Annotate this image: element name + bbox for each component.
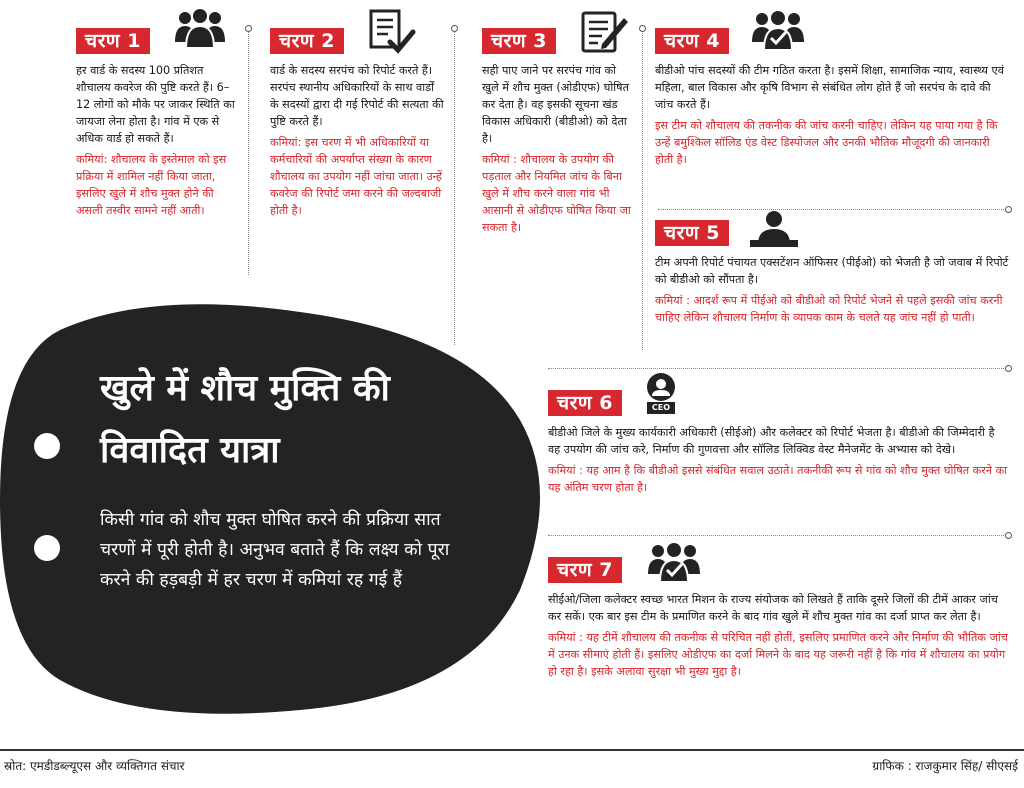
ceo-badge-icon: [642, 372, 680, 416]
graphic-credit: ग्राफिक : राजकुमार सिंह/ सीएसई: [872, 759, 1018, 773]
intro-text: किसी गांव को शौच मुक्त घोषित करने की प्रक्रिया सात चरणों में पूरी होती है। अनुभव बताते हैं कि लक्ष्य को पूरा करने की हड़बड़ी में हर चरण में कमियां रह गई हैं: [100, 510, 450, 590]
checklist-icon: [368, 8, 416, 60]
tag-hole: [34, 433, 60, 459]
footer-rule: [0, 749, 1024, 751]
step-description: टीम अपनी रिपोर्ट पंचायत एक्सटेंशन ऑफिसर (पीईओ) को भेजती है जो जवाब में रिपोर्ट को बीडीओ को सौंपता है।: [655, 256, 1009, 286]
step-flaw: कमियां: शौचालय के इस्तेमाल को इस प्रक्रिया में शामिल नहीं किया जाता, इसलिए खुले में शौच मुक्त होने की असली तस्वीर सामने नहीं आती।: [76, 153, 227, 217]
separator-dot: [1005, 365, 1012, 372]
step-description: वार्ड के सदस्य सरपंच को रिपोर्ट करते हैं। सरपंच स्थानीय अधिकारियों के साथ वार्डों के सदस्यों द्वारा दी गई रिपोर्ट की सत्यता की पुष्टि करते हैं।: [270, 64, 444, 128]
step-7: [548, 557, 1010, 680]
page-title: खुले में शौच मुक्ति की विवादित यात्रा: [100, 368, 390, 471]
separator-line: [454, 30, 455, 345]
separator-dot: [1005, 532, 1012, 539]
officer-desk-icon: [748, 210, 800, 254]
step-6: [548, 390, 1010, 496]
separator-line: [658, 209, 1006, 210]
step-label: चरण 3: [482, 28, 556, 54]
separator-dot: [1005, 206, 1012, 213]
step-4: [655, 28, 1010, 168]
separator-dot: [245, 25, 252, 32]
step-1: [76, 28, 240, 219]
step-description: बीडीओ पांच सदस्यों की टीम गठित करता है। इसमें शिक्षा, सामाजिक न्याय, स्वास्थ्य एवं महिला, बाल विकास और कृषि विभाग से संबंधित लोग होते हैं जो सरपंच के दावे की जांच करते हैं।: [655, 64, 1004, 111]
step-label: चरण 7: [548, 557, 622, 583]
group-icon: [172, 6, 228, 54]
separator-line: [248, 30, 249, 275]
step-flaw: कमियां : यह आम है कि बीडीओ इससे संबंधित सवाल उठाते। तकनीकी रूप से गांव को शौच मुक्त घोषित करने का यह अंतिम चरण होता है।: [548, 464, 1008, 494]
step-label: चरण 4: [655, 28, 729, 54]
step-description: सीईओ/जिला कलेक्टर स्वच्छ भारत मिशन के राज्य संयोजक को लिखते हैं ताकि दूसरे जिलों की टीमें आकर जांच कर सकें। एक बार इस टीम के प्रमाणित करने के बाद गांव खुले में शौच मुक्त गांव का दर्जा प्राप्त कर लेता है।: [548, 593, 998, 623]
step-2: [270, 28, 446, 219]
separator-line: [642, 30, 643, 350]
step-label: चरण 5: [655, 220, 729, 246]
step-description: सही पाए जाने पर सरपंच गांव को खुले में शौच मुक्त (ओडीएफ) घोषित कर देता है। वह इसकी सूचना खंड विकास अधिकारी (बीडीओ) को देता है।: [482, 64, 629, 145]
team-check-icon: [750, 8, 806, 58]
separator-line: [548, 535, 1006, 536]
team-check-icon: [646, 540, 702, 590]
document-pen-icon: [580, 8, 630, 60]
step-flaw: कमियां : आदर्श रूप में पीईओ को बीडीओ को रिपोर्ट भेजने से पहले इसकी जांच करनी चाहिए लेकिन शौचालय निर्माण के व्यापक काम के चलते यह जांच नहीं हो पाती।: [655, 294, 1003, 324]
step-flaw: कमियां : यह टीमें शौचालय की तकनीक से परिचित नहीं होतीं, इसलिए प्रमाणित करने और निर्माण की भौतिक जांच में उनक सीमाएं होती हैं। इसलिए ओडीएफ का दर्जा मिलने के बाद यह जरूरी नहीं है कि गांव में शौचालय का प्रयोग हो रहा है। इसके अलावा सुरक्षा भी मुख्य मुद्दा है।: [548, 631, 1008, 678]
step-flaw: कमियां : शौचालय के उपयोग की पड़ताल और नियमित जांच के बिना खुले में शौच करने वाला गांव भी आसानी से ओडीएफ घोषित किया जा सकता है।: [482, 153, 631, 234]
step-label: चरण 2: [270, 28, 344, 54]
step-label: चरण 1: [76, 28, 150, 54]
step-description: हर वार्ड के सदस्य 100 प्रतिशत शौचालय कवरेज की पुष्टि करते हैं। 6–12 लोगों को मौके पर जाकर स्थिति का जायजा लेना होता है। गांव में एक से अधिक वार्ड हो सकते हैं।: [76, 64, 235, 145]
source-credit: स्रोत: एमडीडब्ल्यूएस और व्यक्तिगत संचार: [4, 759, 185, 773]
ceo-label: CEO: [651, 403, 671, 412]
step-flaw: इस टीम को शौचालय की तकनीक की जांच करनी चाहिए। लेकिन यह पाया गया है कि उन्हें बमुश्किल सॉलिड एंड वेस्ट डिस्पोजल और उनकी भौतिक मौजूदगी की जानकारी होती है।: [655, 119, 998, 166]
tag-hole: [34, 535, 60, 561]
step-label: चरण 6: [548, 390, 622, 416]
step-description: बीडीओ जिले के मुख्य कार्यकारी अधिकारी (सीईओ) और कलेक्टर को रिपोर्ट भेजता है। बीडीओ की जिम्मेदारी है वह उपयोग की जांच करे, निर्माण की गुणवत्ता और सॉलिड लिक्विड वेस्ट मैनेजमेंट के अभ्यास को देखे।: [548, 426, 995, 456]
step-5: [655, 220, 1010, 326]
separator-dot: [451, 25, 458, 32]
separator-dot: [639, 25, 646, 32]
step-flaw: कमियां: इस चरण में भी अधिकारियों या कर्मचारियों की अपर्याप्त संख्या के कारण शौचालय का उपयोग नहीं जांचा जाता। उन्हें कवरेज की रिपोर्ट जमा करने की जल्दबाजी होती है।: [270, 136, 442, 217]
separator-line: [548, 368, 1006, 369]
